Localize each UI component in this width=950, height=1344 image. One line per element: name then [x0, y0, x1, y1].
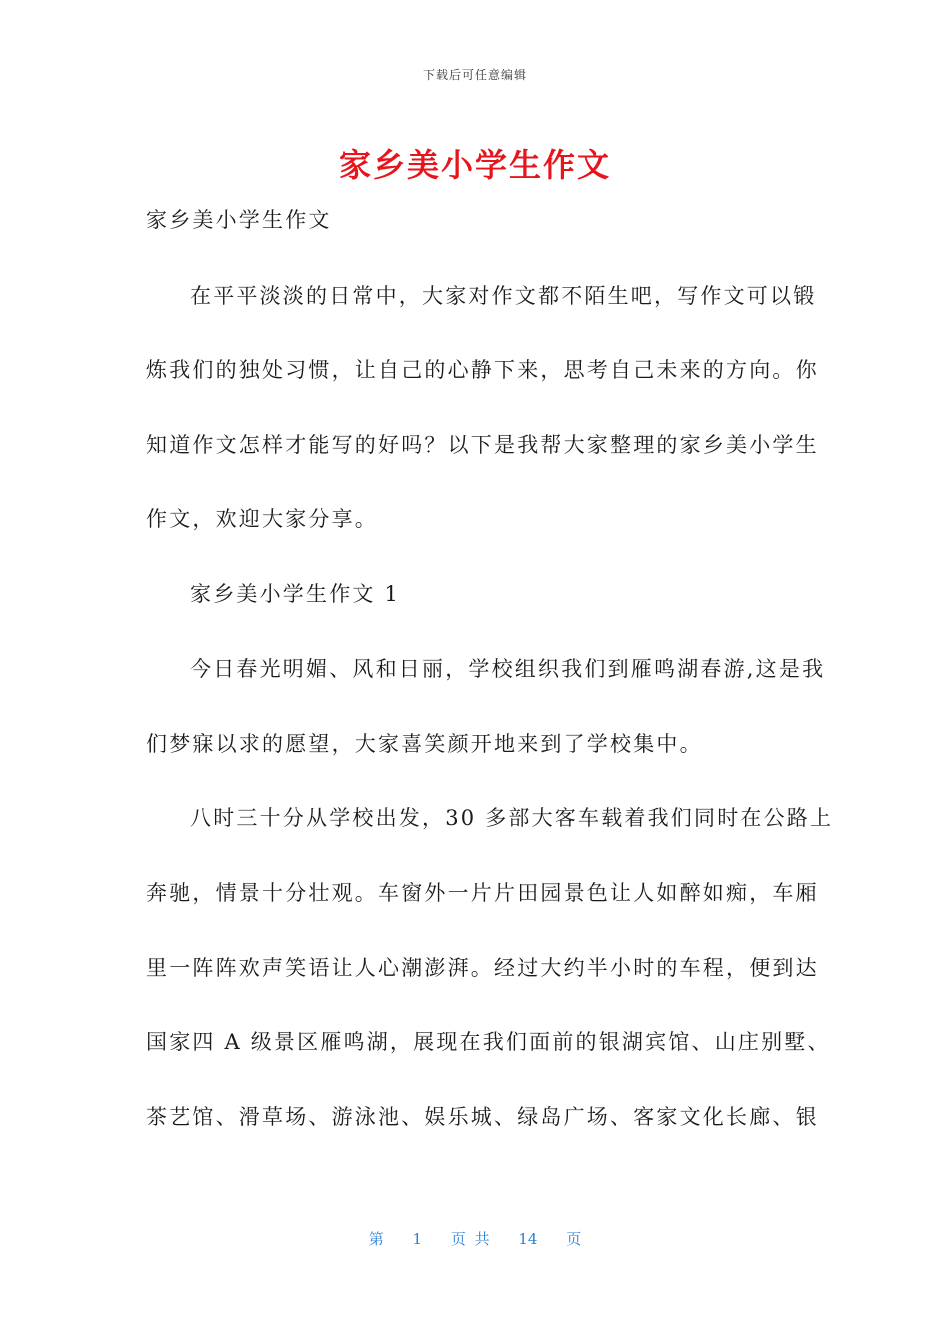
footer-middle: 页 共 — [450, 1230, 490, 1248]
page-footer — [0, 1228, 950, 1249]
body-line: 里一阵阵欢声笑语让人心潮澎湃。经过大约半小时的车程，便到达 — [146, 956, 819, 980]
footer-current-page: 1 — [412, 1230, 423, 1248]
body-line: 家乡美小学生作文 — [146, 208, 332, 232]
footer-prefix: 第 — [368, 1230, 384, 1248]
document-title: 家乡美小学生作文 — [338, 146, 611, 184]
body-line: 八时三十分从学校出发，30 多部大客车载着我们同时在公路上 — [190, 806, 834, 830]
footer-suffix: 页 — [566, 1230, 582, 1248]
section-heading: 家乡美小学生作文 1 — [190, 582, 401, 606]
footer-total-pages: 14 — [518, 1230, 538, 1248]
body-line: 炼我们的独处习惯，让自己的心静下来，思考自己未来的方向。你 — [146, 358, 819, 382]
body-line: 们梦寐以求的愿望，大家喜笑颜开地来到了学校集中。 — [146, 732, 703, 756]
body-line: 作文，欢迎大家分享。 — [146, 507, 378, 531]
body-line: 知道作文怎样才能写的好吗？以下是我帮大家整理的家乡美小学生 — [146, 433, 819, 457]
header-note: 下载后可任意编辑 — [422, 68, 527, 82]
body-line: 茶艺馆、滑草场、游泳池、娱乐城、绿岛广场、客家文化长廊、银 — [146, 1105, 819, 1129]
body-line: 奔驰，情景十分壮观。车窗外一片片田园景色让人如醉如痴，车厢 — [146, 881, 819, 905]
body-line: 今日春光明媚、风和日丽，学校组织我们到雁鸣湖春游,这是我 — [190, 657, 826, 681]
body-line: 在平平淡淡的日常中，大家对作文都不陌生吧，写作文可以锻 — [190, 284, 817, 308]
body-line: 国家四 A 级景区雁鸣湖，展现在我们面前的银湖宾馆、山庄别墅、 — [146, 1030, 831, 1054]
